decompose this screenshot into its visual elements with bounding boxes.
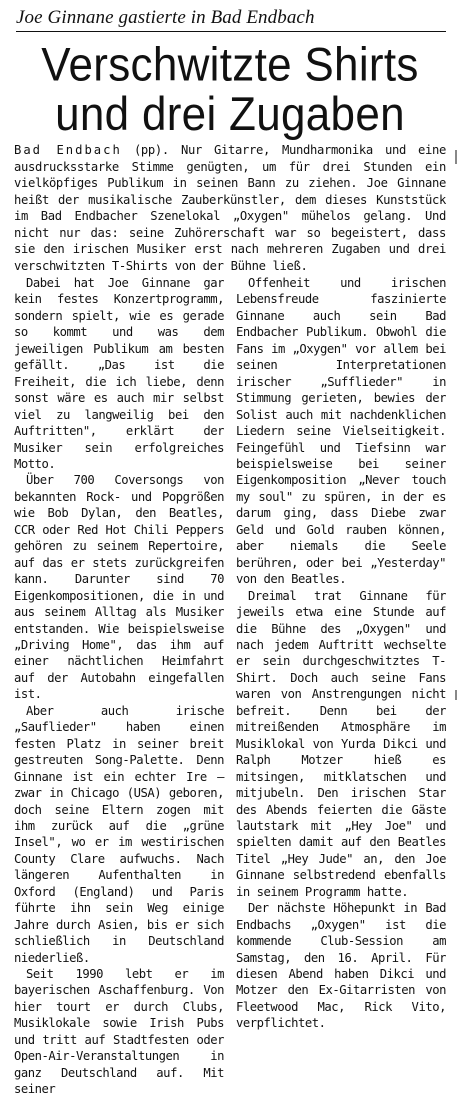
paragraph: Offenheit und irischen Lebensfreude faszinierte Ginnane auch sein Bad Endbacher Publikum. Obwohl die Fans im „Oxygen" vor allem bei seinen Interpretationen irischer „Sufflieder" in Stimmung gerieten, bewies der Solist auch mit nachdenklichen Liedern seine Vielseitigkeit. Feingefühl und Tiefsinn war beispielsweise bei seiner Eigenkomposition „Never touch my soul" zu spüren, in der es darum ging, dass Diebe zwar Geld und Gold rauben können, aber niemals die Seele berühren, oder bei „Yesterday" von den Beatles. bbox=[236, 276, 446, 587]
scan-edge-mark bbox=[455, 690, 457, 700]
headline-line-2: und drei Zugaben bbox=[55, 87, 405, 141]
newspaper-article bbox=[10, 6, 450, 1098]
right-column bbox=[236, 275, 446, 1098]
headline-line-1: Verschwitzte Shirts bbox=[41, 38, 419, 92]
paragraph: Seit 1990 lebt er im bayerischen Aschaffenburg. Von hier tourt er durch Clubs, Musiklokale sowie Irish Pubs und tritt auf Stadtfesten oder Open-Air-Veranstaltungen in ganz Deutschland auf. Mit seiner bbox=[14, 967, 224, 1097]
article-kicker: Joe Ginnane gastierte in Bad Endbach bbox=[16, 6, 446, 32]
paragraph: Über 700 Coversongs von bekannten Rock- und Popgrößen wie Bob Dylan, den Beatles, CCR oder Red Hot Chili Peppers gehören zu seinem Repertoire, auf das er stets zurückgreifen kann. Darunter sind 70 Eigenkompositionen, die in und aus seinem Alltag als Musiker entstanden. Wie beispielsweise „Driving Home", das ihm auf einer nächtlichen Heimfahrt auf der Autobahn eingefallen ist. bbox=[14, 473, 224, 702]
dateline: Bad Endbach bbox=[14, 143, 122, 157]
scan-edge-mark bbox=[455, 150, 457, 164]
paragraph: Der nächste Höhepunkt in Bad Endbachs „Oxygen" ist die kommende Club-Session am Samstag, den 16. April. Für diesen Abend haben Dikci und Motzer den Ex-Gitarristen von Fleetwood Mac, Rick Vito, verpflichtet. bbox=[236, 901, 446, 1031]
lead-text: (pp). Nur Gitarre, Mundharmonika und eine ausdrucksstarke Stimme genügten, um für drei Stunden ein vielköpfiges Publikum in seinen Bann zu ziehen. Joe Ginnane heißt der musikalische Zauberkünstler, dem dieses Kunststück im Bad Endbacher Szenelokal „Oxygen" mühelos gelang. Und nicht nur das: seine Zuhörerschaft war so begeistert, dass sie den irischen Musiker erst nach mehreren Zugaben und drei verschwitzten T-Shirts von der Bühne ließ. bbox=[14, 143, 446, 273]
left-column bbox=[14, 275, 224, 1098]
article-columns bbox=[14, 275, 446, 1098]
paragraph: Dabei hat Joe Ginnane gar kein festes Konzertprogramm, sondern spielt, wie es gerade so kommt und was dem jeweiligen Publikum am besten gefällt. „Das ist die Freiheit, die ich liebe, denn sonst wäre es auch mir selbst viel zu langweilig bei den Auftritten", erklärt der Musiker sein erfolgreiches Motto. bbox=[14, 276, 224, 471]
paragraph: Dreimal trat Ginnane für jeweils etwa eine Stunde auf die Bühne des „Oxygen" und nach jedem Auftritt wechselte er sein durchgeschwitztes T-Shirt. Doch auch seine Fans waren von Anstrengungen nicht befreit. Denn bei der mitreißenden Atmosphäre im Musiklokal von Yurda Dikci und Ralph Motzer hieß es mitsingen, mitklatschen und mitjubeln. Den irischen Star des Abends feierten die Gäste lautstark mit „Hey Joe" und spielten damit auf den Beatles Titel „Hey Jude" an, den Joe Ginnane selbstredend ebenfalls in seinem Programm hatte. bbox=[236, 588, 446, 899]
paragraph: Aber auch irische „Sauflieder" haben einen festen Platz in seiner breit gestreuten Song-Palette. Denn Ginnane ist ein echter Ire – zwar in Chicago (USA) geboren, doch seine Eltern zogen mit ihm zurück auf die „grüne Insel", wo er im westirischen County Clare aufwuchs. Nach längeren Aufenthalten in Oxford (England) und Paris führte ihn sein Weg einige Jahre durch Asien, bis er sich schließlich in Deutschland niederließ. bbox=[14, 703, 224, 965]
article-headline bbox=[10, 40, 450, 139]
article-lead bbox=[14, 142, 446, 274]
